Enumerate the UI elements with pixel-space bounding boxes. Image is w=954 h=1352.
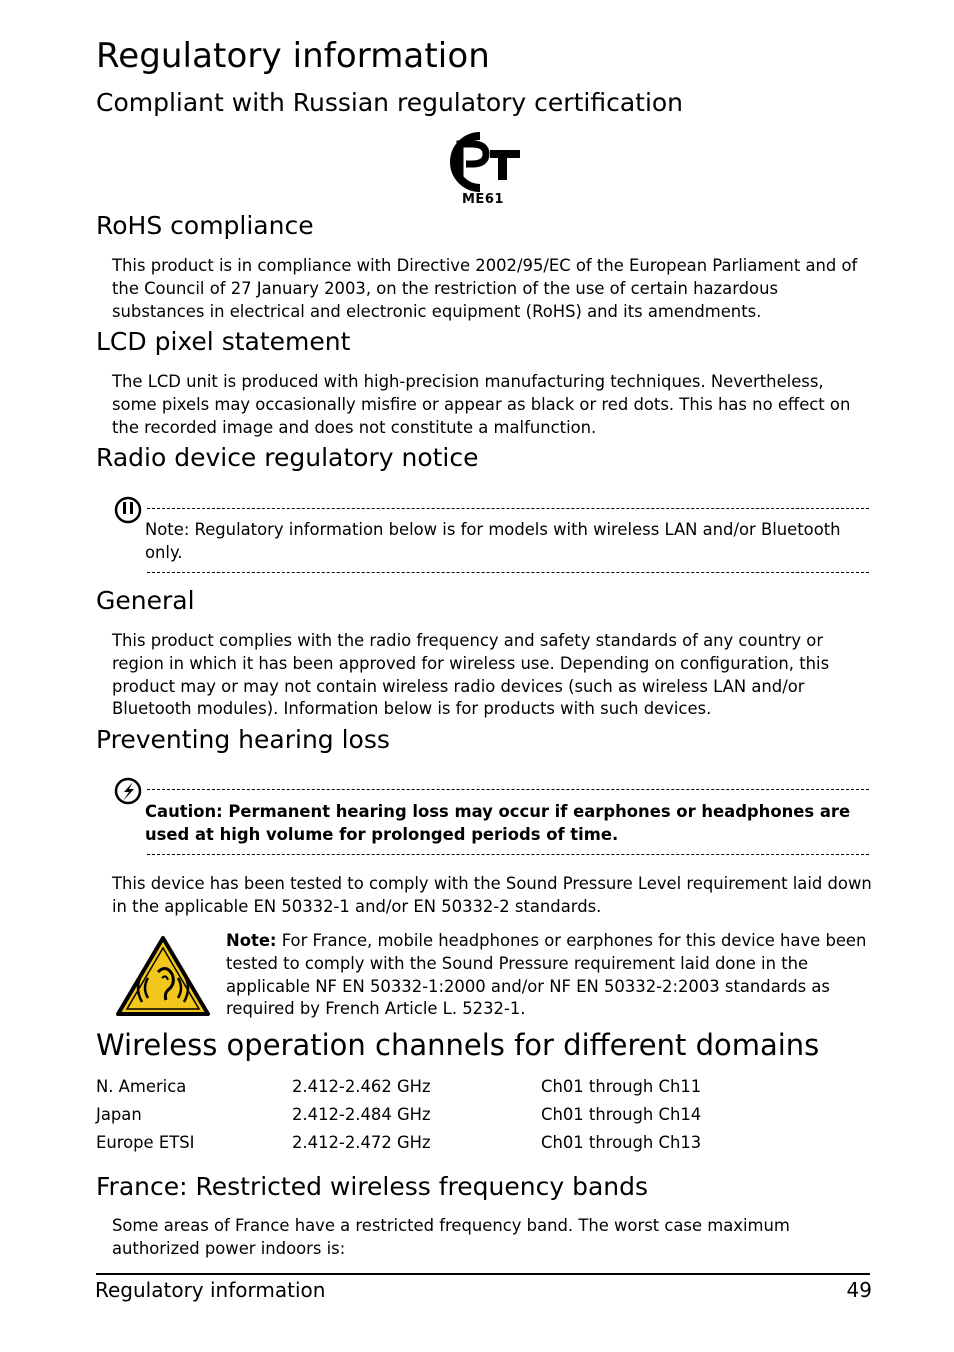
footer-rule bbox=[96, 1273, 870, 1275]
frequency-cell: 2.412-2.472 GHz bbox=[292, 1133, 431, 1152]
france-bands-heading: France: Restricted wireless frequency bands bbox=[96, 1172, 649, 1201]
france-note-body: For France, mobile headphones or earphones for this device have been tested to comply with the Sound Pressure requirement laid done in the applicable NF EN 50332-1:2000 and/or NF EN 50332-2:2003 standards as required by French Article L. 5232-1. bbox=[226, 931, 867, 1019]
general-heading: General bbox=[96, 586, 195, 615]
hearing-caution: Caution: Permanent hearing loss may occur if earphones or headphones are used at high volume for prolonged periods of time. bbox=[145, 802, 851, 844]
france-hearing-note bbox=[226, 930, 876, 1021]
table-row bbox=[96, 1105, 896, 1129]
note-label: Note bbox=[145, 520, 184, 539]
region-cell: Europe ETSI bbox=[96, 1133, 195, 1152]
note-bottom-divider bbox=[147, 572, 869, 573]
exclamation-circle-icon bbox=[114, 496, 142, 524]
frequency-cell: 2.412-2.462 GHz bbox=[292, 1077, 431, 1096]
rohs-paragraph: This product is in compliance with Directive 2002/95/EC of the European Parliament and of the Council of 27 January 2003, on the restriction of the use of certain hazardous substances in electrical and electronic equipment (RoHS) and its amendments. bbox=[112, 256, 858, 321]
general-paragraph: This product complies with the radio frequency and safety standards of any country or region in which it has been approved for wireless use. Depending on configuration, this product may or may not contain wireless radio devices (such as wireless LAN and/or Bluetooth modules). Information below is for products with such devices. bbox=[112, 631, 830, 719]
russian-certification-heading: Compliant with Russian regulatory certification bbox=[96, 88, 684, 117]
table-row bbox=[96, 1077, 896, 1101]
region-cell: N. America bbox=[96, 1077, 187, 1096]
hearing-paragraph: This device has been tested to comply with the Sound Pressure Level requirement laid down in the applicable EN 50332-1 and/or EN 50332-2 standards. bbox=[112, 874, 872, 916]
note-body: : Regulatory information below is for models with wireless LAN and/or Bluetooth only. bbox=[145, 520, 841, 562]
table-row bbox=[96, 1133, 896, 1157]
caution-top-divider bbox=[147, 789, 869, 790]
russian-certification-mark bbox=[446, 132, 522, 212]
certification-code: ME61 bbox=[462, 192, 504, 207]
lightning-circle-icon bbox=[114, 777, 142, 805]
channels-cell: Ch01 through Ch11 bbox=[541, 1077, 702, 1096]
page-title: Regulatory information bbox=[96, 36, 490, 76]
lcd-paragraph: The LCD unit is produced with high-precision manufacturing techniques. Nevertheless, some pixels may occasionally misfire or appear as black or red dots. This has no effect on the recorded image and does not constitute a malfunction. bbox=[112, 372, 851, 437]
rohs-heading: RoHS compliance bbox=[96, 211, 314, 240]
radio-note bbox=[145, 519, 875, 565]
france-bands-paragraph: Some areas of France have a restricted frequency band. The worst case maximum authorized power indoors is: bbox=[112, 1216, 790, 1258]
pct-logo-icon bbox=[446, 132, 522, 192]
radio-notice-heading: Radio device regulatory notice bbox=[96, 443, 479, 472]
region-cell: Japan bbox=[96, 1105, 142, 1124]
page-number: 49 bbox=[846, 1278, 872, 1302]
channels-cell: Ch01 through Ch13 bbox=[541, 1133, 702, 1152]
hearing-heading: Preventing hearing loss bbox=[96, 725, 390, 754]
caution-bottom-divider bbox=[147, 854, 869, 855]
frequency-cell: 2.412-2.484 GHz bbox=[292, 1105, 431, 1124]
note-top-divider bbox=[147, 508, 869, 509]
channels-heading: Wireless operation channels for different domains bbox=[96, 1028, 820, 1062]
channels-cell: Ch01 through Ch14 bbox=[541, 1105, 702, 1124]
france-note-label: Note: bbox=[226, 931, 277, 950]
lcd-heading: LCD pixel statement bbox=[96, 327, 351, 356]
footer-title: Regulatory information bbox=[95, 1278, 326, 1302]
hearing-warning-triangle-icon bbox=[114, 934, 212, 1018]
